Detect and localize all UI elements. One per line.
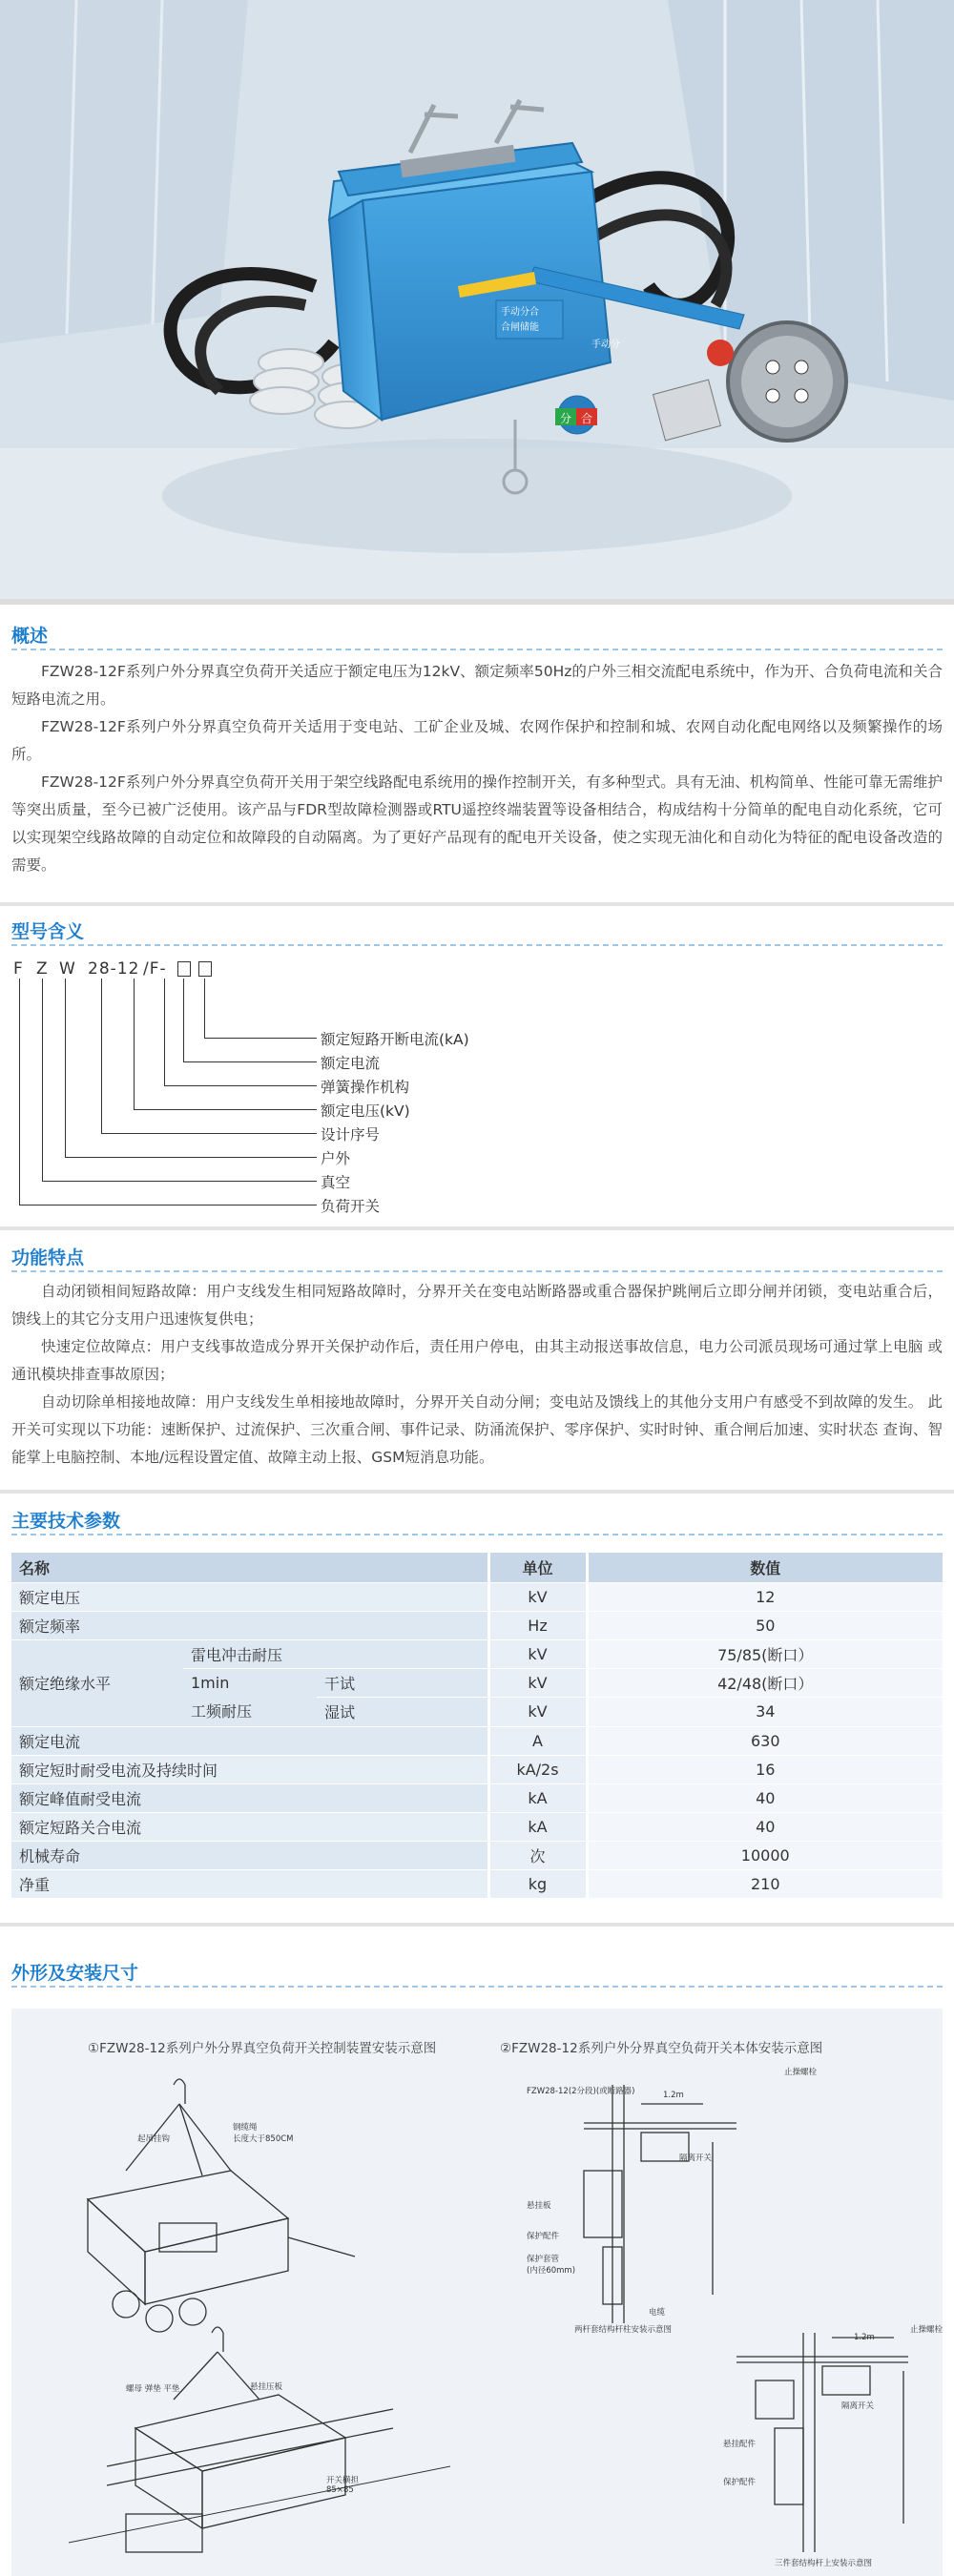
label-r-cable: 电缆: [649, 2308, 666, 2318]
dimensions-title: 外形及安装尺寸: [11, 1963, 139, 1984]
features-title-rule: [11, 1270, 943, 1272]
installation-diagrams: [11, 2009, 943, 2576]
label-r2-isolator: 隔离开关: [841, 2401, 875, 2411]
panel-label-2: 合闸储能: [501, 322, 539, 333]
label-r-diameter: (内径60mm): [527, 2266, 576, 2276]
table-row: 额定峰值耐受电流 kA 40: [11, 1783, 943, 1812]
model-letter-w: W: [59, 959, 76, 979]
table-row: 额定频率 Hz 50: [11, 1611, 943, 1639]
model-title: 型号含义: [11, 921, 85, 942]
label-cable: 钢缆绳: [233, 2123, 258, 2133]
label-hook: 起吊挂钩: [137, 2134, 171, 2144]
body-installation-drawing: [546, 2066, 927, 2562]
label-r2-protect: 保护配件: [723, 2478, 757, 2487]
section-separator: [0, 1923, 954, 1927]
label-r2-caption: 三件套结构杆上安装示意图: [775, 2559, 873, 2568]
label-r2-bolt: 止操螺栓: [910, 2325, 944, 2335]
label-r2-hanger: 悬挂配件: [723, 2440, 757, 2449]
label-r-dim: 1.2m: [663, 2091, 684, 2100]
overview-title-rule: [11, 649, 943, 650]
table-row: 额定电压 kV 12: [11, 1582, 943, 1611]
model-box-1: [177, 961, 191, 977]
specs-title-rule: [11, 1534, 943, 1535]
caption-left: ①FZW28-12系列户外分界真空负荷开关控制装置安装示意图: [88, 2041, 437, 2056]
table-row: 额定短时耐受电流及持续时间 kA/2s 16: [11, 1755, 943, 1783]
specs-title: 主要技术参数: [11, 1511, 121, 1532]
model-meaning-6: 户外: [321, 1150, 351, 1167]
model-box-2: [198, 961, 212, 977]
label-r-protect: 保护配件: [527, 2232, 560, 2241]
features-paragraph-1: 自动闭锁相间短路故障：用户支线发生相同短路故障时，分界开关在变电站断路器或重合器保护跳闸后立即分闸并闭锁，变电站重合后，馈线上的其它分支用户迅速恢复供电；: [11, 1283, 943, 1328]
header-unit: 单位: [488, 1553, 587, 1582]
table-row: 湿试 kV 34: [11, 1698, 943, 1727]
label-r-sleeve: 保护套管: [527, 2255, 560, 2264]
indicator-green: 分: [560, 412, 572, 425]
table-row: 额定短路关合电流 kA 40: [11, 1812, 943, 1841]
model-meaning-4: 额定电压(kV): [321, 1103, 410, 1120]
product-hero-image: [0, 0, 954, 599]
panel-label-3: 手动分: [591, 340, 620, 350]
model-letter-f: F: [13, 959, 24, 979]
section-separator: [0, 1226, 954, 1230]
section-separator: [0, 1490, 954, 1494]
label-length: 长度大于850CM: [233, 2134, 294, 2144]
features-paragraph-3: 自动切除单相接地故障：用户支线发生单相接地故障时，分界开关自动分闸；变电站及馈线上的其他分支用户有感受不到故障的发生。 此开关可实现以下功能：速断保护、过流保护、三次重合闸、事件记录、防涌流保护、零序保护、实时时钟、重合闸后加速、实时状态 查询、智能掌上电脑控制、本地/远程设置定值、故障主动上报、GSM短消息功能。: [11, 1393, 943, 1466]
header-value: 数值: [587, 1553, 943, 1582]
model-title-rule: [11, 944, 943, 946]
label-crossarm: 开关横担: [326, 2476, 360, 2485]
overview-paragraph-3: FZW28-12F系列户外分界真空负荷开关用于架空线路配电系统用的操作控制开关，有多种型式。具有无油、机构简单、性能可靠无需维护等突出质量，至今已被广泛使用。该产品与FDR型故障检测器或RTU遥控终端装置等设备相结合，构成结构十分简单的配电自动化系统，它可以实现架空线路故障的自动定位和故障段的自动隔离。为了更好产品现有的配电开关设备，使之实现无油化和自动化为特征的配电设备改造的需要。: [11, 773, 943, 874]
hero-divider: [0, 599, 954, 605]
model-code-number: 28-12: [88, 959, 140, 979]
model-meaning-1: 额定短路开断电流(kA): [321, 1031, 469, 1048]
features-paragraph-2: 快速定位故障点：用户支线事故造成分界开关保护动作后，责任用户停电，由其主动报送事故信息，电力公司派员现场可通过掌上电脑 或通讯模块排查事故原因；: [11, 1338, 943, 1383]
switch-illustration: [0, 0, 954, 599]
indicator-red: 合: [581, 412, 593, 425]
label-r-caption1: 两杆套结构杆柱安装示意图: [574, 2325, 673, 2335]
table-row: 1min 工频耐压 干试 kV 42/48(断口）: [11, 1668, 943, 1698]
table-row: 机械寿命 次 10000: [11, 1841, 943, 1869]
model-meaning-7: 真空: [321, 1174, 351, 1191]
model-meaning-5: 设计序号: [321, 1126, 381, 1144]
model-meaning-8: 负荷开关: [321, 1198, 381, 1215]
overview-paragraph-2: FZW28-12F系列户外分界真空负荷开关适用于变电站、工矿企业及城、农网作保护和控制和城、农网自动化配电网络以及频繁操作的场所。: [11, 718, 943, 763]
label-plate: 悬挂压板: [250, 2382, 283, 2392]
label-r2-dim: 1.2m: [854, 2333, 875, 2342]
header-name: 名称: [11, 1553, 488, 1582]
features-title: 功能特点: [11, 1247, 85, 1268]
model-meaning-2: 额定电流: [321, 1055, 381, 1072]
label-r-model: FZW28-12(2分段)(或断路器): [527, 2087, 635, 2096]
model-code-suffix: /F-: [143, 959, 167, 979]
label-nut: 螺母 弹垫 平垫: [126, 2384, 180, 2394]
overview-paragraph-1: FZW28-12F系列户外分界真空负荷开关适应于额定电压为12kV、额定频率50Hz的户外三相交流配电系统中，作为开、合负荷电流和关合短路电流之用。: [11, 663, 943, 708]
caption-right: ②FZW28-12系列户外分界真空负荷开关本体安装示意图: [500, 2041, 823, 2056]
label-size: 85×85: [326, 2485, 354, 2495]
model-letter-z: Z: [36, 959, 49, 979]
spec-table: [11, 1553, 943, 1899]
model-meaning-3: 弹簧操作机构: [321, 1079, 410, 1096]
label-r-hanger: 悬挂板: [527, 2201, 551, 2211]
panel-label-1: 手动分合: [501, 307, 539, 318]
overview-title: 概述: [11, 626, 49, 647]
label-r-bolt: 止操螺栓: [784, 2068, 818, 2077]
label-r-isolator: 隔离开关: [679, 2154, 713, 2163]
table-row: 额定绝缘水平 雷电冲击耐压 kV 75/85(断口）: [11, 1639, 943, 1668]
table-header-row: [11, 1553, 943, 1582]
dimensions-title-rule: [11, 1986, 943, 1988]
table-row: 额定电流 A 630: [11, 1726, 943, 1755]
section-separator: [0, 902, 954, 906]
table-row: 净重 kg 210: [11, 1869, 943, 1898]
